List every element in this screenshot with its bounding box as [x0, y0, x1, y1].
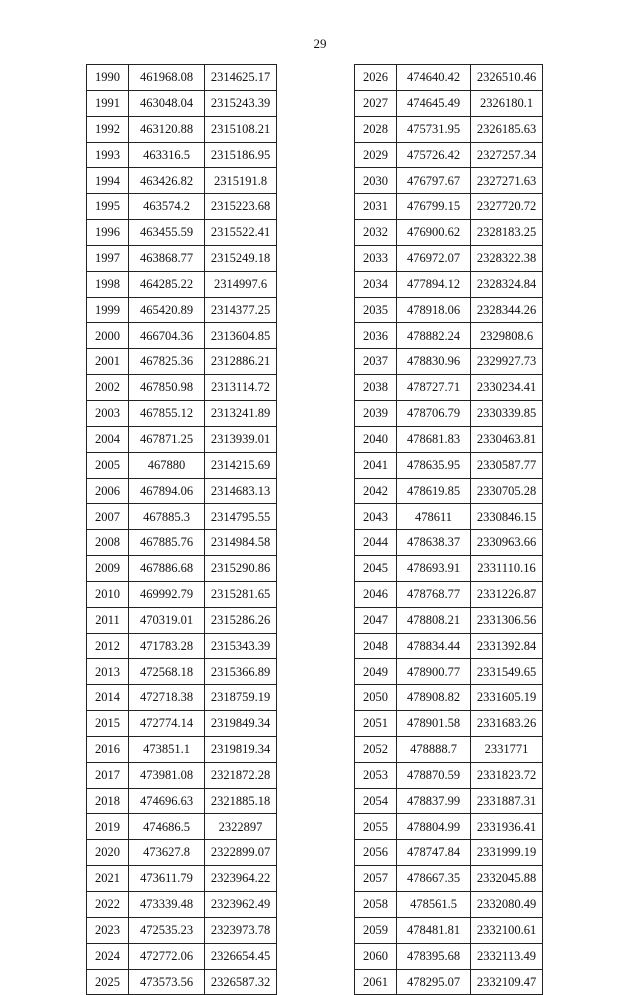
table-row	[87, 685, 277, 711]
y-coordinate-cell: 2314984.58	[205, 530, 277, 556]
table-row	[87, 478, 277, 504]
table-row	[355, 917, 543, 943]
point-number-cell: 2032	[355, 220, 397, 246]
y-coordinate-cell: 2322899.07	[205, 840, 277, 866]
y-coordinate-cell: 2326587.32	[205, 969, 277, 995]
table-row	[87, 349, 277, 375]
y-coordinate-cell: 2315243.39	[205, 90, 277, 116]
table-row	[87, 633, 277, 659]
x-coordinate-cell: 478768.77	[397, 581, 471, 607]
table-row	[87, 452, 277, 478]
table-row	[87, 556, 277, 582]
point-number-cell: 2008	[87, 530, 129, 556]
x-coordinate-cell: 467885.76	[129, 530, 205, 556]
x-coordinate-cell: 473573.56	[129, 969, 205, 995]
table-row	[355, 194, 543, 220]
point-number-cell: 1997	[87, 245, 129, 271]
x-coordinate-cell: 478635.95	[397, 452, 471, 478]
y-coordinate-cell: 2319849.34	[205, 711, 277, 737]
point-number-cell: 2027	[355, 90, 397, 116]
table-row	[87, 504, 277, 530]
page-number: 29	[313, 36, 327, 51]
y-coordinate-cell: 2327257.34	[471, 142, 543, 168]
x-coordinate-cell: 478706.79	[397, 400, 471, 426]
point-number-cell: 2046	[355, 581, 397, 607]
point-number-cell: 2002	[87, 375, 129, 401]
x-coordinate-cell: 470319.01	[129, 607, 205, 633]
point-number-cell: 2016	[87, 736, 129, 762]
coordinate-table-right	[354, 64, 543, 995]
table-row	[87, 168, 277, 194]
point-number-cell: 2020	[87, 840, 129, 866]
y-coordinate-cell: 2319819.34	[205, 736, 277, 762]
y-coordinate-cell: 2321885.18	[205, 788, 277, 814]
table-row	[355, 736, 543, 762]
x-coordinate-cell: 474696.63	[129, 788, 205, 814]
x-coordinate-cell: 475731.95	[397, 116, 471, 142]
table-row	[87, 814, 277, 840]
point-number-cell: 2003	[87, 400, 129, 426]
table-row	[87, 194, 277, 220]
table-row	[355, 323, 543, 349]
y-coordinate-cell: 2322897	[205, 814, 277, 840]
x-coordinate-cell: 461968.08	[129, 65, 205, 91]
table-row	[355, 504, 543, 530]
x-coordinate-cell: 463868.77	[129, 245, 205, 271]
x-coordinate-cell: 478681.83	[397, 426, 471, 452]
y-coordinate-cell: 2315522.41	[205, 220, 277, 246]
point-number-cell: 2034	[355, 271, 397, 297]
x-coordinate-cell: 478693.91	[397, 556, 471, 582]
x-coordinate-cell: 478882.24	[397, 323, 471, 349]
y-coordinate-cell: 2332113.49	[471, 943, 543, 969]
x-coordinate-cell: 467880	[129, 452, 205, 478]
table-row	[87, 607, 277, 633]
table-body	[355, 65, 543, 995]
y-coordinate-cell: 2314997.6	[205, 271, 277, 297]
x-coordinate-cell: 475726.42	[397, 142, 471, 168]
y-coordinate-cell: 2332109.47	[471, 969, 543, 995]
table-row	[87, 788, 277, 814]
point-number-cell: 2056	[355, 840, 397, 866]
point-number-cell: 2031	[355, 194, 397, 220]
point-number-cell: 2057	[355, 866, 397, 892]
y-coordinate-cell: 2326185.63	[471, 116, 543, 142]
y-coordinate-cell: 2318759.19	[205, 685, 277, 711]
x-coordinate-cell: 471783.28	[129, 633, 205, 659]
y-coordinate-cell: 2313939.01	[205, 426, 277, 452]
y-coordinate-cell: 2321872.28	[205, 762, 277, 788]
y-coordinate-cell: 2330339.85	[471, 400, 543, 426]
x-coordinate-cell: 463316.5	[129, 142, 205, 168]
y-coordinate-cell: 2330234.41	[471, 375, 543, 401]
x-coordinate-cell: 463426.82	[129, 168, 205, 194]
table-row	[355, 142, 543, 168]
x-coordinate-cell: 469992.79	[129, 581, 205, 607]
x-coordinate-cell: 467850.98	[129, 375, 205, 401]
point-number-cell: 2039	[355, 400, 397, 426]
y-coordinate-cell: 2328344.26	[471, 297, 543, 323]
y-coordinate-cell: 2331887.31	[471, 788, 543, 814]
point-number-cell: 2010	[87, 581, 129, 607]
y-coordinate-cell: 2327720.72	[471, 194, 543, 220]
point-number-cell: 2059	[355, 917, 397, 943]
point-number-cell: 1995	[87, 194, 129, 220]
x-coordinate-cell: 478870.59	[397, 762, 471, 788]
point-number-cell: 2044	[355, 530, 397, 556]
point-number-cell: 2058	[355, 892, 397, 918]
table-row	[355, 969, 543, 995]
point-number-cell: 2014	[87, 685, 129, 711]
table-row	[355, 943, 543, 969]
y-coordinate-cell: 2323973.78	[205, 917, 277, 943]
y-coordinate-cell: 2331549.65	[471, 659, 543, 685]
table-row	[355, 762, 543, 788]
point-number-cell: 2051	[355, 711, 397, 737]
x-coordinate-cell: 464285.22	[129, 271, 205, 297]
point-number-cell: 2030	[355, 168, 397, 194]
x-coordinate-cell: 478561.5	[397, 892, 471, 918]
table-row	[87, 762, 277, 788]
table-row	[87, 271, 277, 297]
x-coordinate-cell: 467825.36	[129, 349, 205, 375]
y-coordinate-cell: 2314377.25	[205, 297, 277, 323]
table-row	[87, 840, 277, 866]
x-coordinate-cell: 473851.1	[129, 736, 205, 762]
point-number-cell: 2019	[87, 814, 129, 840]
y-coordinate-cell: 2314625.17	[205, 65, 277, 91]
y-coordinate-cell: 2331306.56	[471, 607, 543, 633]
y-coordinate-cell: 2312886.21	[205, 349, 277, 375]
point-number-cell: 2007	[87, 504, 129, 530]
table-row	[355, 90, 543, 116]
x-coordinate-cell: 463048.04	[129, 90, 205, 116]
table-row	[355, 116, 543, 142]
x-coordinate-cell: 473981.08	[129, 762, 205, 788]
point-number-cell: 2018	[87, 788, 129, 814]
table-row	[355, 220, 543, 246]
point-number-cell: 2037	[355, 349, 397, 375]
x-coordinate-cell: 478667.35	[397, 866, 471, 892]
y-coordinate-cell: 2328183.25	[471, 220, 543, 246]
x-coordinate-cell: 463574.2	[129, 194, 205, 220]
y-coordinate-cell: 2315281.65	[205, 581, 277, 607]
x-coordinate-cell: 477894.12	[397, 271, 471, 297]
x-coordinate-cell: 478619.85	[397, 478, 471, 504]
y-coordinate-cell: 2315223.68	[205, 194, 277, 220]
x-coordinate-cell: 473627.8	[129, 840, 205, 866]
table-row	[355, 400, 543, 426]
table-row	[87, 323, 277, 349]
table-row	[355, 659, 543, 685]
table-row	[355, 788, 543, 814]
table-row	[355, 607, 543, 633]
x-coordinate-cell: 467855.12	[129, 400, 205, 426]
point-number-cell: 2026	[355, 65, 397, 91]
table-row	[355, 866, 543, 892]
x-coordinate-cell: 476900.62	[397, 220, 471, 246]
point-number-cell: 1999	[87, 297, 129, 323]
point-number-cell: 2052	[355, 736, 397, 762]
table-row	[87, 659, 277, 685]
point-number-cell: 2049	[355, 659, 397, 685]
y-coordinate-cell: 2313241.89	[205, 400, 277, 426]
x-coordinate-cell: 474640.42	[397, 65, 471, 91]
x-coordinate-cell: 478908.82	[397, 685, 471, 711]
x-coordinate-cell: 478918.06	[397, 297, 471, 323]
x-coordinate-cell: 465420.89	[129, 297, 205, 323]
table-row	[87, 116, 277, 142]
table-row	[355, 297, 543, 323]
table-row	[87, 65, 277, 91]
x-coordinate-cell: 473339.48	[129, 892, 205, 918]
y-coordinate-cell: 2331392.84	[471, 633, 543, 659]
y-coordinate-cell: 2315366.89	[205, 659, 277, 685]
y-coordinate-cell: 2315108.21	[205, 116, 277, 142]
table-row	[87, 297, 277, 323]
x-coordinate-cell: 467885.3	[129, 504, 205, 530]
point-number-cell: 2041	[355, 452, 397, 478]
point-number-cell: 2060	[355, 943, 397, 969]
y-coordinate-cell: 2331823.72	[471, 762, 543, 788]
point-number-cell: 2033	[355, 245, 397, 271]
point-number-cell: 2011	[87, 607, 129, 633]
table-row	[87, 969, 277, 995]
point-number-cell: 1993	[87, 142, 129, 168]
point-number-cell: 2023	[87, 917, 129, 943]
point-number-cell: 2021	[87, 866, 129, 892]
table-row	[355, 271, 543, 297]
table-row	[355, 556, 543, 582]
point-number-cell: 2009	[87, 556, 129, 582]
table-row	[87, 245, 277, 271]
point-number-cell: 2029	[355, 142, 397, 168]
x-coordinate-cell: 474645.49	[397, 90, 471, 116]
point-number-cell: 2004	[87, 426, 129, 452]
x-coordinate-cell: 478808.21	[397, 607, 471, 633]
point-number-cell: 1998	[87, 271, 129, 297]
x-coordinate-cell: 476797.67	[397, 168, 471, 194]
point-number-cell: 2043	[355, 504, 397, 530]
coordinate-table-left	[86, 64, 277, 995]
point-number-cell: 2054	[355, 788, 397, 814]
table-row	[355, 814, 543, 840]
table-row	[87, 426, 277, 452]
table-row	[355, 633, 543, 659]
point-number-cell: 2022	[87, 892, 129, 918]
x-coordinate-cell: 467871.25	[129, 426, 205, 452]
table-row	[87, 892, 277, 918]
y-coordinate-cell: 2330705.28	[471, 478, 543, 504]
point-number-cell: 2025	[87, 969, 129, 995]
point-number-cell: 2015	[87, 711, 129, 737]
x-coordinate-cell: 478901.58	[397, 711, 471, 737]
point-number-cell: 2045	[355, 556, 397, 582]
point-number-cell: 1991	[87, 90, 129, 116]
point-number-cell: 2036	[355, 323, 397, 349]
table-row	[355, 168, 543, 194]
x-coordinate-cell: 463455.59	[129, 220, 205, 246]
point-number-cell: 2048	[355, 633, 397, 659]
y-coordinate-cell: 2330963.66	[471, 530, 543, 556]
x-coordinate-cell: 472718.38	[129, 685, 205, 711]
x-coordinate-cell: 476972.07	[397, 245, 471, 271]
x-coordinate-cell: 472774.14	[129, 711, 205, 737]
point-number-cell: 2028	[355, 116, 397, 142]
table-row	[87, 736, 277, 762]
x-coordinate-cell: 478900.77	[397, 659, 471, 685]
table-row	[355, 581, 543, 607]
x-coordinate-cell: 472568.18	[129, 659, 205, 685]
x-coordinate-cell: 478611	[397, 504, 471, 530]
y-coordinate-cell: 2331999.19	[471, 840, 543, 866]
point-number-cell: 2053	[355, 762, 397, 788]
point-number-cell: 2038	[355, 375, 397, 401]
table-row	[87, 917, 277, 943]
y-coordinate-cell: 2327271.63	[471, 168, 543, 194]
x-coordinate-cell: 478295.07	[397, 969, 471, 995]
x-coordinate-cell: 478638.37	[397, 530, 471, 556]
y-coordinate-cell: 2326180.1	[471, 90, 543, 116]
y-coordinate-cell: 2315343.39	[205, 633, 277, 659]
point-number-cell: 2050	[355, 685, 397, 711]
y-coordinate-cell: 2331226.87	[471, 581, 543, 607]
point-number-cell: 2024	[87, 943, 129, 969]
y-coordinate-cell: 2326654.45	[205, 943, 277, 969]
table-row	[355, 349, 543, 375]
table-row	[87, 711, 277, 737]
y-coordinate-cell: 2328322.38	[471, 245, 543, 271]
y-coordinate-cell: 2330463.81	[471, 426, 543, 452]
y-coordinate-cell: 2323964.22	[205, 866, 277, 892]
x-coordinate-cell: 473611.79	[129, 866, 205, 892]
y-coordinate-cell: 2331771	[471, 736, 543, 762]
y-coordinate-cell: 2315290.86	[205, 556, 277, 582]
point-number-cell: 2061	[355, 969, 397, 995]
y-coordinate-cell: 2331936.41	[471, 814, 543, 840]
y-coordinate-cell: 2331683.26	[471, 711, 543, 737]
point-number-cell: 2047	[355, 607, 397, 633]
x-coordinate-cell: 474686.5	[129, 814, 205, 840]
point-number-cell: 1994	[87, 168, 129, 194]
x-coordinate-cell: 478747.84	[397, 840, 471, 866]
point-number-cell: 2005	[87, 452, 129, 478]
x-coordinate-cell: 478395.68	[397, 943, 471, 969]
x-coordinate-cell: 478481.81	[397, 917, 471, 943]
table-row	[355, 478, 543, 504]
x-coordinate-cell: 472535.23	[129, 917, 205, 943]
table-row	[87, 866, 277, 892]
y-coordinate-cell: 2314795.55	[205, 504, 277, 530]
y-coordinate-cell: 2330846.15	[471, 504, 543, 530]
y-coordinate-cell: 2329927.73	[471, 349, 543, 375]
point-number-cell: 1990	[87, 65, 129, 91]
x-coordinate-cell: 478888.7	[397, 736, 471, 762]
table-row	[355, 65, 543, 91]
x-coordinate-cell: 466704.36	[129, 323, 205, 349]
y-coordinate-cell: 2328324.84	[471, 271, 543, 297]
x-coordinate-cell: 476799.15	[397, 194, 471, 220]
x-coordinate-cell: 467886.68	[129, 556, 205, 582]
table-row	[355, 840, 543, 866]
table-row	[87, 581, 277, 607]
table-row	[355, 245, 543, 271]
y-coordinate-cell: 2329808.6	[471, 323, 543, 349]
x-coordinate-cell: 478837.99	[397, 788, 471, 814]
table-row	[355, 685, 543, 711]
x-coordinate-cell: 472772.06	[129, 943, 205, 969]
table-body	[87, 65, 277, 995]
y-coordinate-cell: 2315249.18	[205, 245, 277, 271]
table-row	[355, 530, 543, 556]
table-row	[87, 90, 277, 116]
table-row	[355, 426, 543, 452]
table-row	[87, 530, 277, 556]
table-row	[355, 892, 543, 918]
y-coordinate-cell: 2330587.77	[471, 452, 543, 478]
table-row	[355, 711, 543, 737]
y-coordinate-cell: 2314215.69	[205, 452, 277, 478]
point-number-cell: 2042	[355, 478, 397, 504]
y-coordinate-cell: 2326510.46	[471, 65, 543, 91]
table-row	[87, 400, 277, 426]
table-row	[87, 220, 277, 246]
y-coordinate-cell: 2332045.88	[471, 866, 543, 892]
y-coordinate-cell: 2315191.8	[205, 168, 277, 194]
point-number-cell: 1992	[87, 116, 129, 142]
y-coordinate-cell: 2331110.16	[471, 556, 543, 582]
point-number-cell: 2017	[87, 762, 129, 788]
table-row	[355, 375, 543, 401]
point-number-cell: 2040	[355, 426, 397, 452]
x-coordinate-cell: 463120.88	[129, 116, 205, 142]
y-coordinate-cell: 2331605.19	[471, 685, 543, 711]
point-number-cell: 2055	[355, 814, 397, 840]
point-number-cell: 2000	[87, 323, 129, 349]
table-row	[87, 375, 277, 401]
y-coordinate-cell: 2314683.13	[205, 478, 277, 504]
y-coordinate-cell: 2315186.95	[205, 142, 277, 168]
x-coordinate-cell: 467894.06	[129, 478, 205, 504]
y-coordinate-cell: 2332100.61	[471, 917, 543, 943]
table-row	[87, 943, 277, 969]
point-number-cell: 2001	[87, 349, 129, 375]
point-number-cell: 2035	[355, 297, 397, 323]
y-coordinate-cell: 2315286.26	[205, 607, 277, 633]
x-coordinate-cell: 478727.71	[397, 375, 471, 401]
y-coordinate-cell: 2313114.72	[205, 375, 277, 401]
table-row	[87, 142, 277, 168]
point-number-cell: 2012	[87, 633, 129, 659]
point-number-cell: 1996	[87, 220, 129, 246]
point-number-cell: 2006	[87, 478, 129, 504]
x-coordinate-cell: 478804.99	[397, 814, 471, 840]
y-coordinate-cell: 2323962.49	[205, 892, 277, 918]
y-coordinate-cell: 2313604.85	[205, 323, 277, 349]
x-coordinate-cell: 478834.44	[397, 633, 471, 659]
table-row	[355, 452, 543, 478]
y-coordinate-cell: 2332080.49	[471, 892, 543, 918]
point-number-cell: 2013	[87, 659, 129, 685]
x-coordinate-cell: 478830.96	[397, 349, 471, 375]
